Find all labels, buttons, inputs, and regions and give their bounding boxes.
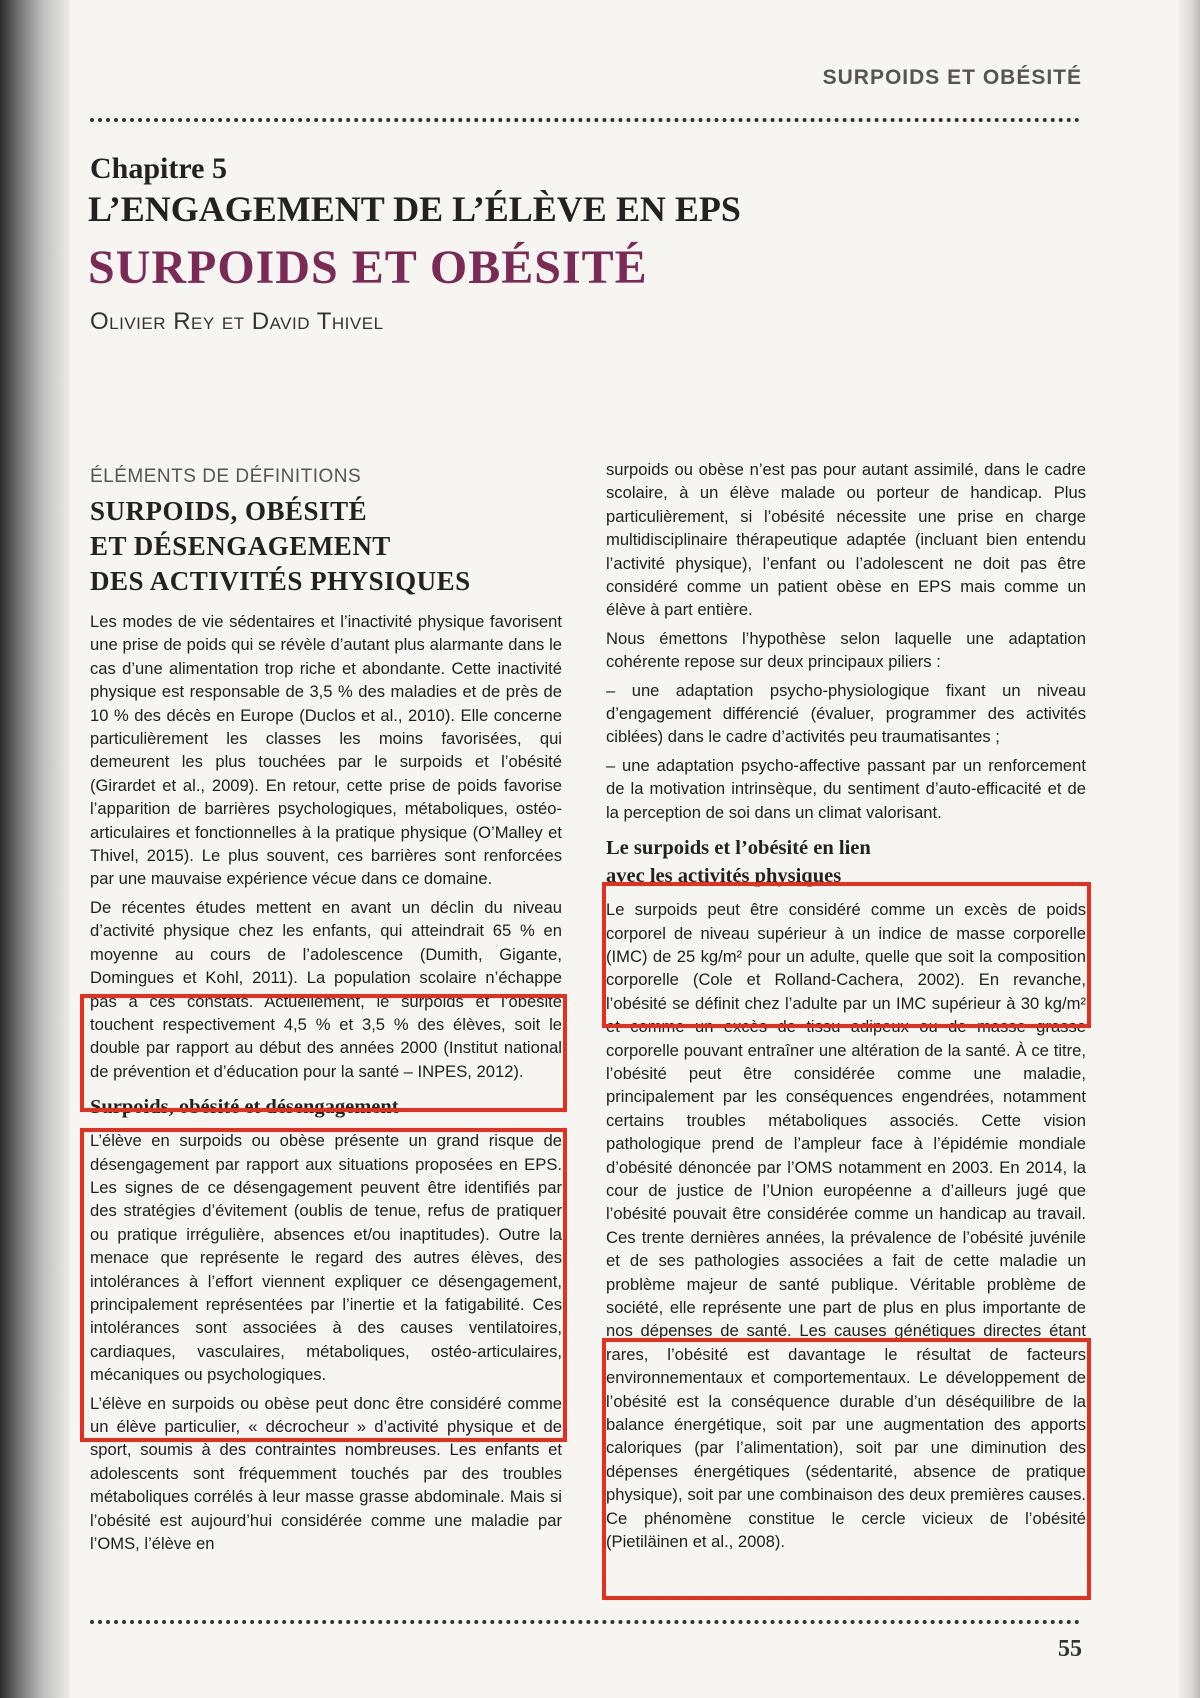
subheading-line: avec les activités physiques [606,865,842,888]
section-title [90,494,550,599]
chapter-authors: Olivier Rey et David Thivel [90,308,384,335]
list-item: – une adaptation psycho-affective passant par un renforcement de la motivation intrinsèque, du sentiment d’auto-efficacité et de la perception de soi dans un climat valorisant. [606,755,1086,822]
top-dotted-rule [90,118,1080,122]
highlight-box [602,882,1091,1028]
highlight-box [80,994,567,1112]
body-paragraph: L’élève en surpoids ou obèse peut donc être considéré comme un élève particulier, « décrocheur » d’activité physique et de sport, soumis à des contraintes nombreuses. Les enfants et adolescents sont fréquemment touchés par des troubles métaboliques corrélés à leur masse grasse abdominale. Mais si l’obésité est aujourd’hui considérée comme une maladie par l’OMS, l’élève en [90,1393,562,1554]
section-kicker: ÉLÉMENTS DE DÉFINITIONS [90,466,362,487]
running-head: SURPOIDS ET OBÉSITÉ [822,66,1082,89]
chapter-title: L’ENGAGEMENT DE L’ÉLÈVE EN EPS [88,189,741,229]
page-number: 55 [1058,1636,1082,1662]
book-spine-shadow [0,0,70,1698]
list-item: – une adaptation psycho-physiologique fixant un niveau d’engagement différencié (évaluer, programmer des activités ciblées) dans le cadre d’activités peu traumatisantes ; [606,680,1086,747]
subheading-line: Le surpoids et l’obésité en lien [606,837,871,860]
body-paragraph: Les modes de vie sédentaires et l’inactivité physique favorisent une prise de poids qui se révèle d’autant plus alarmante dans le cas d’une alimentation trop riche et abondante. Cette inactivité physique est responsable de 3,5 % des maladies et de près de 10 % des décès en Europe (Duclos et al., 2010). Elle concerne particulièrement les classes les moins favorisées, qui demeurent les plus touchées par le surpoids et l’obésité (Girardet et al., 2009). En retour, cette prise de poids favorise l’apparition de barrières psychologiques, métaboliques, ostéo-articulaires et fonctionnelles à la pratique physique (O’Malley et Thivel, 2015). Le plus souvent, ces barrières sont renforcées par une mauvaise expérience vécue dans ce domaine. [90,612,562,889]
section-title-line: SURPOIDS, OBÉSITÉ [90,496,368,526]
section-title-line: DES ACTIVITÉS PHYSIQUES [90,566,471,596]
body-paragraph: Le surpoids peut être considéré comme un excès de poids corporel de niveau supérieur à un indice de masse corporelle (IMC) de 25 kg/m² pour un adulte, quelle que soit la composition corporelle (Cole et Rolland-Cachera, 2002). En revanche, l’obésité se définit chez l’adulte par un IMC supérieur à 30 kg/m² et comme un excès de tissu adipeux ou de masse grasse corporelle pouvant entraîner une altération de la santé. À ce titre, l’obésité peut être considérée comme une maladie, principalement par les conséquences engendrées, notamment certains troubles métaboliques associés. Cette vision pathologique prend de l’ampleur face à l’épidémie mondiale d’obésité dénoncée par l’OMS notamment en 2003. En 2014, la cour de justice de l’Union européenne a d’ailleurs jugé que l’obésité pouvait être considérée comme un handicap au travail. Ces trente dernières années, la prévalence de l’obésité juvénile et de ses pathologies associées a fait de cette maladie un problème majeur de santé publique. Véritable problème de société, elle représente une part de plus en plus importante de nos dépenses de santé. Les causes génétiques directes étant rares, l’obésité est davantage le résultat de facteurs environnementaux et comportementaux. Le développement de l’obésité est la conséquence durable d’un déséquilibre de la balance énergétique, soit par une augmentation des apports caloriques (par l’alimentation), soit par une diminution des dépenses énergétiques (sédentarité, absence de pratique physique), soit par une combinaison des deux premières causes. Ce phénomène constitue le cercle vicieux de l’obésité (Pietiläinen et al., 2008). [606,900,1086,1552]
chapter-label: Chapitre 5 [90,152,227,185]
body-paragraph: surpoids ou obèse n’est pas pour autant assimilé, dans le cadre scolaire, à un élève malade ou porteur de handicap. Plus particulièrement, si l’obésité nécessite une prise en charge multidisciplinaire thérapeutique adaptée (incluant bien entendu l’activité physique), l’enfant ou l’adolescent ne doit pas être considéré comme un patient obèse en EPS mais comme un élève à part entière. [606,460,1086,620]
body-paragraph: L’élève en surpoids ou obèse présente un grand risque de désengagement par rapport aux situations proposées en EPS. Les signes de ce désengagement peuvent être identifiés par des stratégies d’évitement (oublis de tenue, refus de pratiquer ou pratique irrégulière, absences et/ou inaptitudes). Outre la menace que représente le regard des autres élèves, des intolérances à l’effort viennent expliquer ce désengagement, principalement représentées par l’inertie et la fatigabilité. Ces intolérances sont associées à des causes ventilatoires, cardiaques, vasculaires, métaboliques, ostéo-articulaires, mécaniques ou psychologiques. [90,1131,562,1385]
highlight-box [80,1128,567,1442]
body-paragraph: De récentes études mettent en avant un déclin du niveau d’activité physique chez les enfants, qui atteindrait 65 % en moyenne au cours de l’adolescence (Dumith, Gigante, Domingues et Kohl, 2011). La population scolaire n’échappe pas à ces constats. Actuellement, le surpoids et l’obésité touchent respectivement 4,5 % et 3,5 % des élèves, soit le double par rapport au début des années 2000 (Institut national de prévention et d’éducation pour la santé – INPES, 2012). [90,897,562,1081]
body-paragraph: Nous émettons l’hypothèse selon laquelle une adaptation cohérente repose sur deux principaux piliers : [606,628,1086,672]
chapter-subtitle: SURPOIDS ET OBÉSITÉ [88,241,648,294]
section-title-line: ET DÉSENGAGEMENT [90,531,391,561]
bottom-dotted-rule [90,1620,1080,1624]
page-edge [1178,0,1200,1698]
highlight-box [602,1338,1091,1600]
subheading: Surpoids, obésité et désengagement [90,1096,399,1119]
